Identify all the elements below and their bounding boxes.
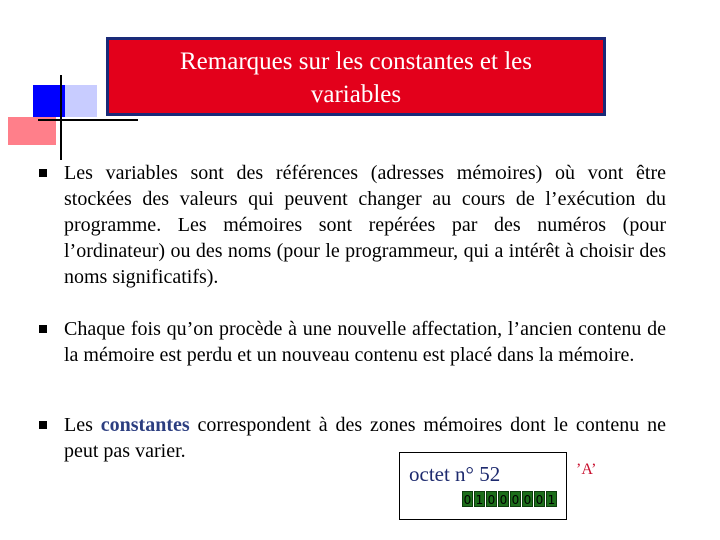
character-value: ’A’ bbox=[576, 461, 597, 478]
memory-cell-box bbox=[399, 452, 567, 520]
bit-cell: 0 bbox=[511, 493, 520, 507]
title-line-1: Remarques sur les constantes et les bbox=[180, 48, 532, 75]
bit-cell: 1 bbox=[547, 493, 556, 507]
bullet-marker bbox=[39, 325, 47, 333]
decor-vertical-line bbox=[60, 75, 62, 160]
decor-red-square bbox=[8, 117, 56, 145]
slide-title bbox=[106, 37, 606, 116]
bit-cell: 0 bbox=[487, 493, 496, 507]
title-line-2: variables bbox=[310, 81, 402, 108]
keyword-constantes: constantes bbox=[100, 414, 190, 436]
memory-bits bbox=[462, 491, 558, 507]
bit-cell: 0 bbox=[499, 493, 508, 507]
bullet-text-constantes bbox=[64, 412, 666, 464]
bullet-marker bbox=[39, 169, 47, 177]
bit-cell: 0 bbox=[523, 493, 532, 507]
bit-cell: 0 bbox=[535, 493, 544, 507]
bullet-text-affectation: Chaque fois qu’on procède à une nouvelle affectation, l’ancien contenu de la mémoire est perdu et un nouveau contenu est placé dans la mémoire. bbox=[64, 318, 666, 366]
memory-cell-label: octet n° 52 bbox=[409, 462, 501, 486]
decor-horizontal-line bbox=[38, 119, 138, 121]
bullet-marker bbox=[39, 421, 47, 429]
bit-cell: 1 bbox=[475, 493, 484, 507]
decor-light-blue-square bbox=[65, 85, 97, 117]
bullet-suffix: correspondent à des zones mémoires dont le contenu ne peut pas varier. bbox=[64, 414, 666, 462]
bullet-prefix: Les bbox=[64, 414, 101, 436]
bit-cell: 0 bbox=[463, 493, 472, 507]
bullet-text-variables: Les variables sont des références (adresses mémoires) où vont être stockées des valeurs qui peuvent changer au cours de l’exécution du programme. Les mémoires sont repérées par des numéros (pour l’ordinateur) ou des noms (pour le programmeur, qui a intérêt à choisir des noms significatifs). bbox=[64, 162, 666, 288]
